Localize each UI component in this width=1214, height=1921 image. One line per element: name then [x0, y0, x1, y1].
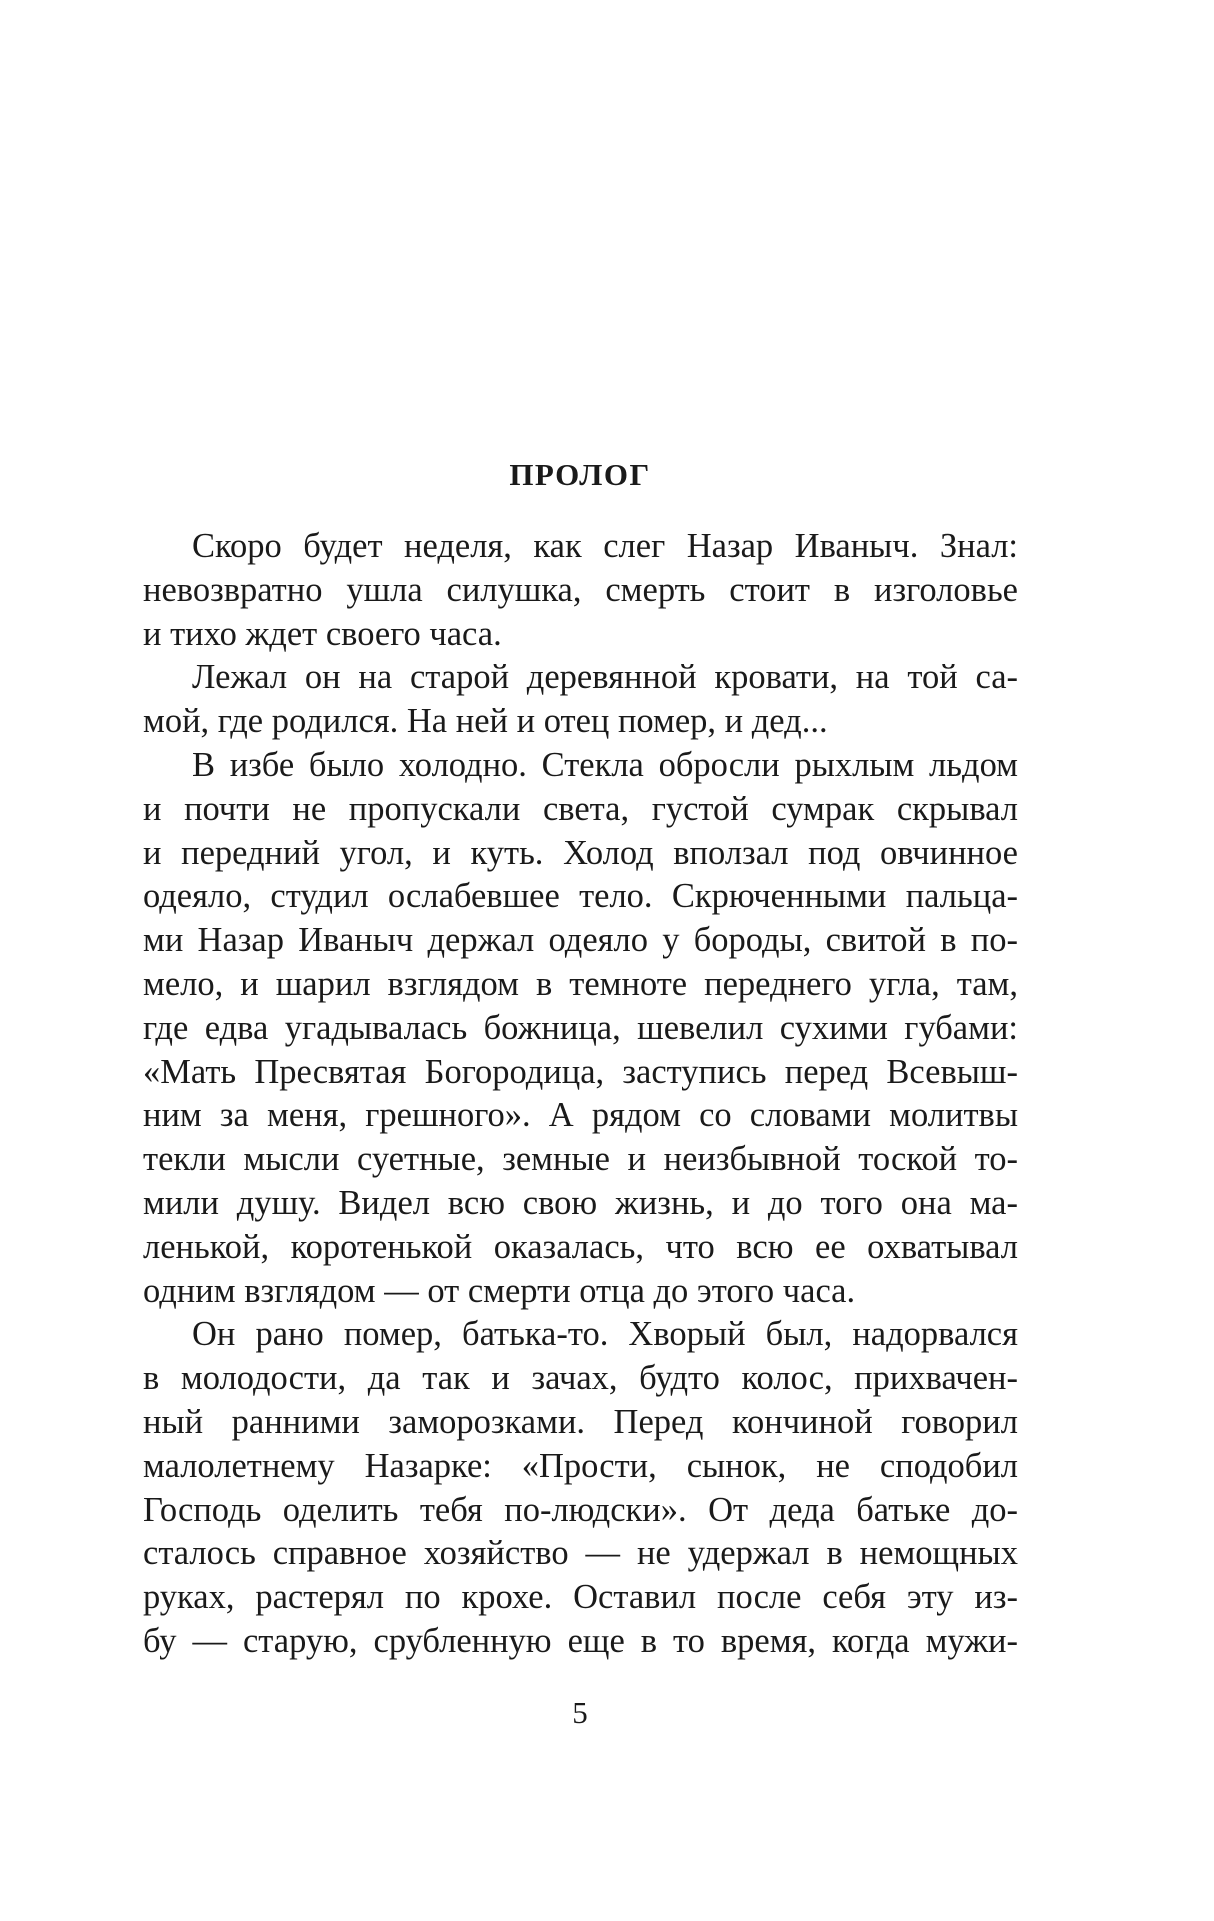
text-line: Лежал он на старой деревянной кровати, на той са- — [192, 658, 1018, 697]
text-line: Господь оделить тебя по-людски». От деда батьке до- — [143, 1490, 1018, 1529]
text-line: мили душу. Видел всю свою жизнь, и до того она ма- — [143, 1183, 1018, 1222]
text-line: руках, растерял по крохе. Оставил после себя эту из- — [143, 1578, 1018, 1617]
text-line: Скоро будет неделя, как слег Назар Иваныч. Знал: — [192, 527, 1018, 565]
text-line: бу — старую, срубленную еще в то время, когда мужи- — [143, 1621, 1018, 1660]
text-line: Он рано помер, батька-то. Хворый был, надорвался — [192, 1315, 1018, 1354]
text-line: малолетнему Назарке: «Прости, сынок, не сподобил — [143, 1446, 1018, 1485]
text-line: и передний угол, и куть. Холод вползал под овчинное — [143, 833, 1018, 872]
text-line: одеяло, студил ослабевшее тело. Скрюченными пальца- — [143, 877, 1018, 916]
text-line: текли мысли суетные, земные и неизбывной тоской то- — [143, 1140, 1018, 1179]
text-line: ним за меня, грешного». А рядом со словами молитвы — [143, 1096, 1018, 1135]
text-line: сталось справное хозяйство — не удержал в немощных — [143, 1534, 1018, 1573]
body-text — [143, 525, 1018, 1664]
text-line: где едва угадывалась божница, шевелил сухими губами: — [143, 1008, 1018, 1047]
text-line: и тихо ждет своего часа. — [143, 614, 502, 653]
text-line: и почти не пропускали света, густой сумрак скрывал — [143, 789, 1018, 828]
chapter-title: ПРОЛОГ — [509, 457, 651, 492]
text-line: «Мать Пресвятая Богородица, заступись перед Всевыш- — [143, 1052, 1018, 1091]
text-line: мело, и шарил взглядом в темноте переднего угла, там, — [143, 964, 1018, 1003]
text-line: невозвратно ушла силушка, смерть стоит в изголовье — [143, 570, 1018, 609]
text-line: В избе было холодно. Стекла обросли рыхлым льдом — [192, 745, 1018, 784]
text-line: мой, где родился. На ней и отец помер, и дед... — [143, 702, 828, 741]
text-line: ми Назар Иваныч держал одеяло у бороды, свитой в по- — [143, 921, 1018, 960]
text-line: ленькой, коротенькой оказалась, что всю ее охватывал — [143, 1227, 1018, 1266]
text-line: в молодости, да так и зачах, будто колос, прихвачен- — [143, 1359, 1018, 1398]
text-line: одним взглядом — от смерти отца до этого часа. — [143, 1271, 856, 1310]
text-line: ный ранними заморозками. Перед кончиной говорил — [143, 1402, 1018, 1441]
page-number: 5 — [572, 1695, 588, 1730]
